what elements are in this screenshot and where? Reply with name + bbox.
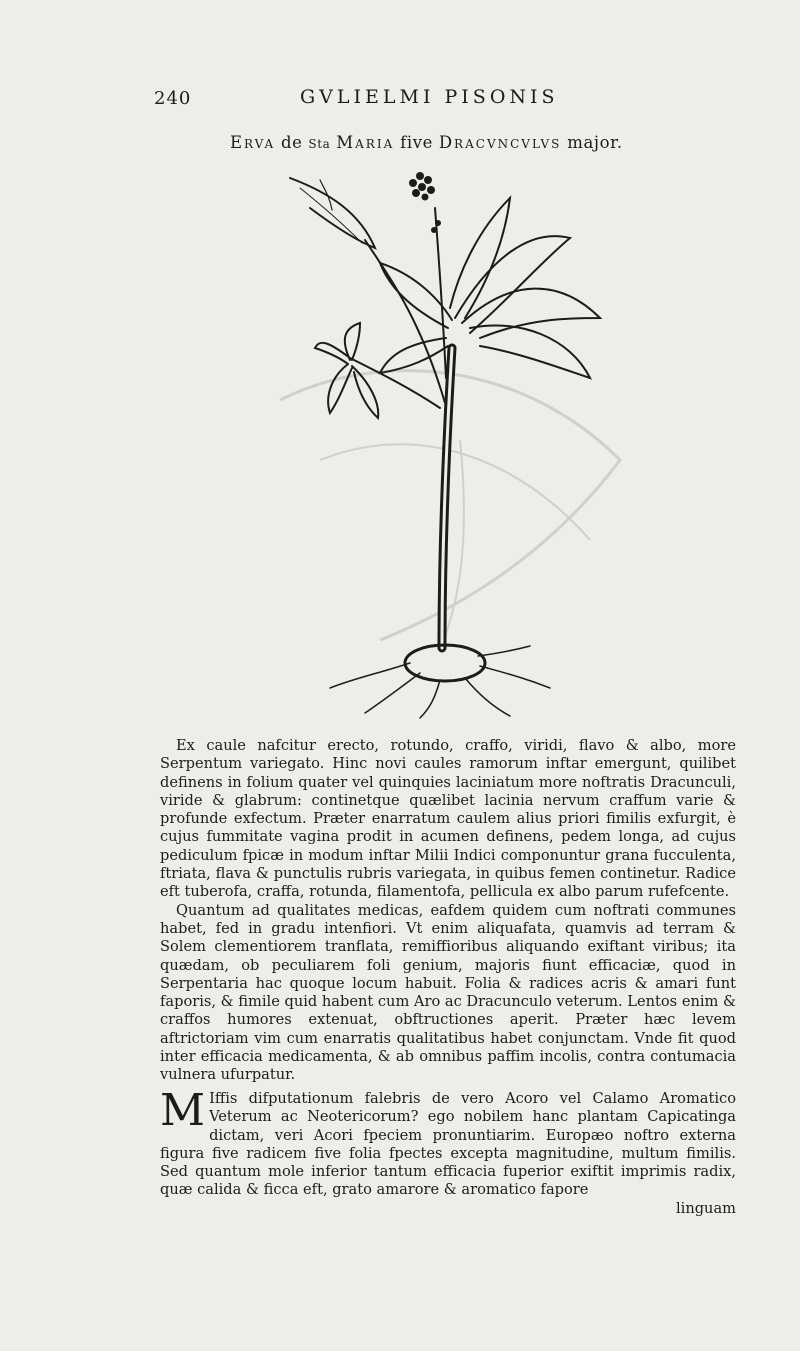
caption-word-sta: Sta: [308, 137, 331, 151]
caption-word-dracunculus: Dracvncvlvs: [438, 133, 562, 152]
figure-caption: [230, 133, 670, 152]
caption-word-maria: Maria: [336, 133, 395, 152]
drop-cap-initial: M: [160, 1085, 206, 1136]
caption-word: de: [275, 133, 309, 152]
paragraph-acorus: Iffis difputationum falebris de vero Acoro vel Calamo Aromatico Veterum ac Neotericorum? ego nobilem hanc plantam Capicatinga dictam, veri Acori fpeciem pronuntiarim. Europæo noftro externa figura five radicem five folia fpectes excepta magnitudine, multum fimilis. Sed quantum mole inferior tantum efficacia fuperior exiftit imprimis radix, quæ calida & ficca eft, grato amarore & aromatico fapore: [160, 1090, 736, 1199]
acorus-section: [160, 1085, 736, 1218]
paragraph-medical-qualities: Quantum ad qualitates medicas, eafdem quidem cum noftrati communes habet, fed in gradu intenfiori. Vt enim aliquafata, quamvis ad terram & Solem clementiorem tranflata, remiffioribus aliquando exiftant viribus; ita quædam, ob peculiarem foli genium, majoris fiunt efficaciæ, quod in Serpentaria hac quoque locum habuit. Folia & radices acris & amari funt faporis, & fimile quid habent cum Aro ac Dracunculo veterum. Lentos enim & craffos humores extenuat, obftructiones aperit. Præter hæc levem aftrictoriam vim cum enarratis qualitatibus habet conjunctam. Vnde fit quod inter efficacia medicamenta, & ab omnibus paffim incolis, contra contumacia vulnera ufurpatur.: [160, 901, 736, 1084]
page-number: 240: [154, 88, 192, 109]
caption-word: major.: [561, 133, 623, 152]
running-head: GVLIELMI PISONIS: [300, 86, 559, 108]
catchword: linguam: [675, 1199, 736, 1217]
page-header: [150, 86, 660, 110]
woodcut-plant-illustration: [270, 168, 620, 728]
paragraph-description: Ex caule nafcitur erecto, rotundo, craffo, viridi, flavo & albo, more Serpentum variegato. Hinc novi caules ramorum inftar emergunt, quilibet definens in folium quater vel quinquies laciniatum more noftratis Dracunculi, viride & glabrum: continetque quælibet lacinia nervum craffum varie & profunde exfectum. Præter enarratum caulem alius priori fimilis exfurgit, è cujus fummitate vagina prodit in acumen definens, pedem longa, ad cujus pediculum fpicæ in modum inftar Milii Indici componuntur grana fucculenta, ftriata, flava & punctulis rubris variegata, in quibus femen continetur. Radice eft tuberofa, craffa, rotunda, filamentofa, pellicula ex albo parum rufefcente.: [160, 737, 736, 901]
caption-word: five: [394, 133, 439, 152]
body-text: [160, 737, 736, 1085]
caption-word-erva: Erva: [230, 133, 276, 152]
